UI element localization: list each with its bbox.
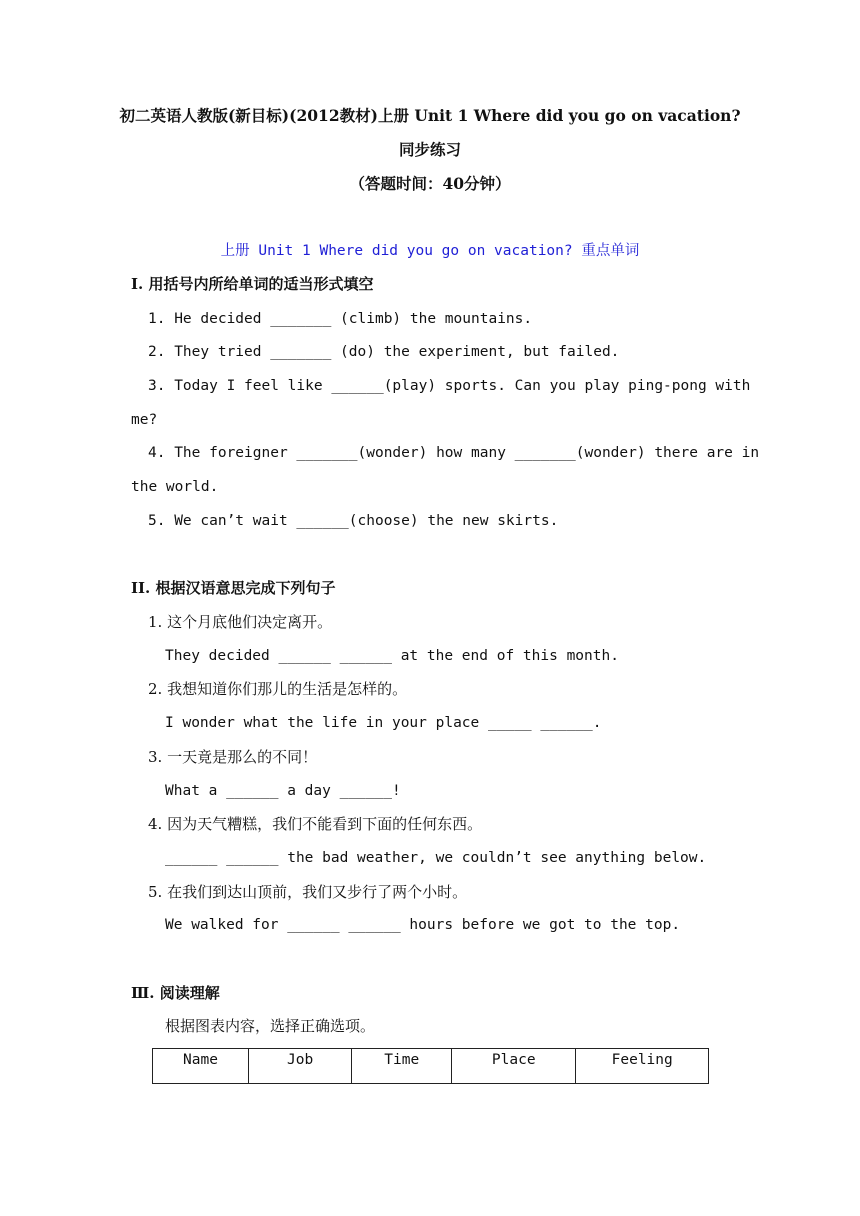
part2-item-2-cn: 2. 我想知道你们那儿的生活是怎样的。 (148, 680, 408, 698)
part2-item-5-cn: 5. 在我们到达山顶前，我们又步行了两个小时。 (148, 883, 468, 901)
part2-heading: II. 根据汉语意思完成下列句子 (131, 579, 336, 597)
table-header-row (153, 1049, 709, 1084)
part1-heading: I. 用括号内所给单词的适当形式填空 (131, 275, 374, 293)
table-header-job: Job (248, 1049, 351, 1084)
page-subtitle: 同步练习 (398, 140, 461, 159)
table-header-name: Name (153, 1049, 249, 1084)
table-header-time: Time (352, 1049, 452, 1084)
part1-item-5: 5. We can’t wait ______(choose) the new skirts. (148, 513, 559, 529)
reading-table (152, 1048, 709, 1084)
part1-item-3-cont: me? (131, 412, 158, 428)
part1-item-2: 2. They tried _______ (do) the experiment, but failed. (148, 344, 620, 360)
part2-item-1-cn: 1. 这个月底他们决定离开。 (148, 613, 333, 631)
table-header-feeling: Feeling (576, 1049, 709, 1084)
part2-item-1-en: They decided ______ ______ at the end of this month. (165, 648, 619, 664)
part2-item-4-cn: 4. 因为天气糟糕，我们不能看到下面的任何东西。 (148, 815, 483, 833)
time-note: （答题时间：40分钟） (349, 174, 511, 193)
part1-item-4: 4. The foreigner _______(wonder) how many _______(wonder) there are in (148, 445, 760, 461)
page-title: 初二英语人教版(新目标)(2012教材)上册 Unit 1 Where did you go on vacation? (119, 106, 741, 125)
part1-item-4-cont: the world. (131, 479, 219, 495)
part2-item-4-en: ______ ______ the bad weather, we couldn’t see anything below. (165, 850, 707, 866)
part2-item-3-en: What a ______ a day ______! (165, 783, 401, 799)
part3-heading: Ⅲ. 阅读理解 (131, 984, 220, 1002)
part3-instruction: 根据图表内容，选择正确选项。 (165, 1017, 376, 1035)
part1-item-1: 1. He decided _______ (climb) the mountains. (148, 311, 533, 327)
table-header-place: Place (452, 1049, 576, 1084)
part2-item-2-en: I wonder what the life in your place _____ ______. (165, 715, 602, 731)
part2-item-5-en: We walked for ______ ______ hours before we got to the top. (165, 917, 681, 933)
part2-item-3-cn: 3. 一天竟是那么的不同！ (148, 748, 318, 766)
section-heading: 上册 Unit 1 Where did you go on vacation? 重点单词 (220, 243, 640, 259)
part1-item-3: 3. Today I feel like ______(play) sports. Can you play ping-pong with (148, 378, 751, 394)
